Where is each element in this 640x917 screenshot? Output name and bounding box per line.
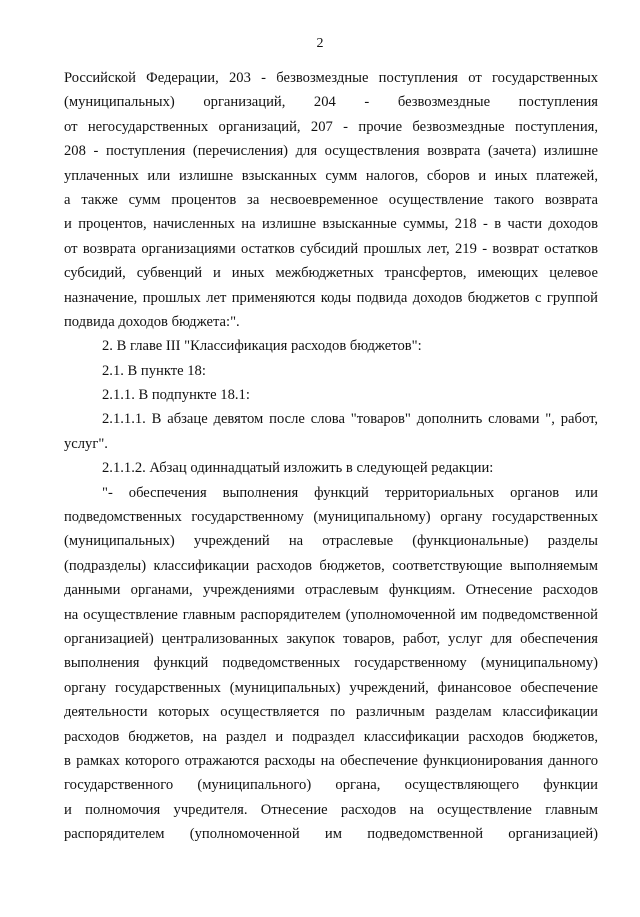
text-line: (муниципальных) учреждений на отраслевые (функциональные) разделы: [64, 533, 598, 550]
text-line: органу государственных (муниципальных) учреждений, финансовое обеспечение: [64, 679, 598, 696]
text-line: от негосударственных организаций, 207 - прочие безвозмездные поступления,: [64, 118, 598, 135]
text-line: уплаченных или излишне взысканных сумм налогов, сборов и иных платежей,: [64, 167, 598, 184]
text-line: субсидий, субвенций и иных межбюджетных трансфертов, имеющих целевое: [64, 265, 598, 282]
text-line: а также сумм процентов за несвоевременное осуществление такого возврата: [64, 191, 598, 208]
document-body: [64, 66, 598, 847]
text-line: 2.1.1. В подпункте 18.1:: [102, 387, 250, 404]
text-line: (муниципальных) организаций, 204 - безвозмездные поступления: [64, 94, 598, 111]
text-line: в рамках которого отражаются расходы на обеспечение функционирования данного: [64, 752, 598, 769]
text-line: деятельности которых осуществляется по различным разделам классификации: [64, 704, 598, 721]
text-line: подвида доходов бюджета:".: [64, 313, 240, 330]
text-line: и процентов, начисленных на излишне взысканные суммы, 218 - в части доходов: [64, 216, 598, 233]
text-line: и полномочия учредителя. Отнесение расходов на осуществление главным: [64, 801, 598, 818]
text-line: 208 - поступления (перечисления) для осуществления возврата (зачета) излишне: [64, 143, 598, 160]
page-number: 2: [316, 36, 324, 51]
text-line: организацией) централизованных закупок товаров, работ, услуг для обеспечения: [64, 630, 598, 647]
text-line: (подразделы) классификации расходов бюджетов, соответствующие выполняемым: [64, 557, 598, 574]
text-line: 2. В главе III "Классификация расходов бюджетов":: [102, 338, 422, 355]
text-line: подведомственных государственному (муниципальному) органу государственных: [64, 509, 598, 526]
text-line: данными органами, учреждениями отраслевым функциям. Отнесение расходов: [64, 582, 598, 599]
text-line: государственного (муниципального) органа, осуществляющего функции: [64, 777, 598, 794]
text-line: Российской Федерации, 203 - безвозмездные поступления от государственных: [64, 70, 598, 86]
text-line: распорядителем (уполномоченной им подведомственной организацией): [64, 826, 598, 843]
text-line: расходов бюджетов, на раздел и подраздел классификации расходов бюджетов,: [64, 728, 598, 745]
text-line: от возврата организациями остатков субсидий прошлых лет, 219 - возврат остатков: [64, 240, 598, 257]
text-line: услуг".: [64, 435, 108, 452]
text-line: 2.1.1.2. Абзац одиннадцатый изложить в следующей редакции:: [102, 460, 494, 477]
text-line: 2.1. В пункте 18:: [102, 362, 206, 379]
text-line: на осуществление главным распорядителем (уполномоченной им подведомственной: [64, 606, 598, 623]
text-line: выполнения функций подведомственных государственному (муниципальному): [64, 655, 598, 672]
text-line: 2.1.1.1. В абзаце девятом после слова "товаров" дополнить словами ", работ,: [102, 411, 598, 428]
text-line: "- обеспечения выполнения функций территориальных органов или: [102, 484, 598, 501]
text-line: назначение, прошлых лет применяются коды подвида доходов бюджетов с группой: [64, 289, 598, 306]
